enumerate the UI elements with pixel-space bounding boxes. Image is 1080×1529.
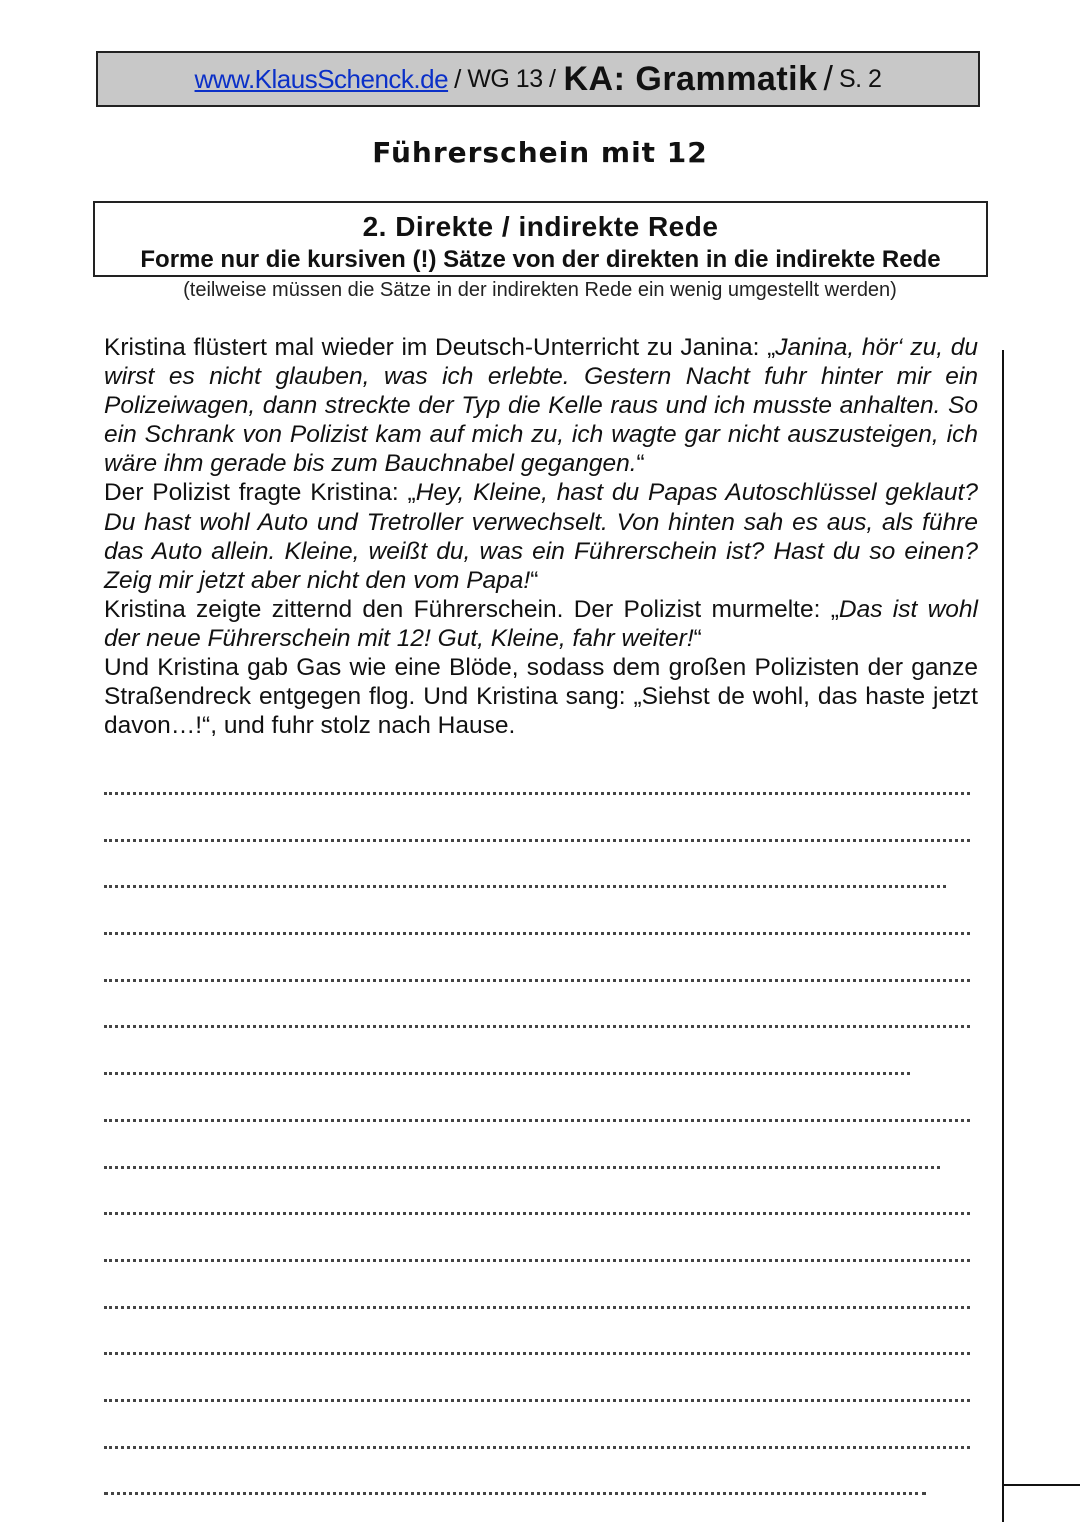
direct-speech: Janina, hör‘ zu, du wirst es nicht glauben, was ich erlebte. Gestern Nacht fuhr hinter mir ein Polizeiwagen, dann streckte der Typ die Kelle raus und ich musste anhalten. So ein Schrank von Polizist kam auf mich zu, ich wagte gar nicht auszusteigen, ich wäre ihm gerade bis zum Bauchnabel gegangen. [104, 334, 978, 478]
task-note: (teilweise müssen die Sätze in der indirekten Rede ein wenig umgestellt werden) [183, 279, 897, 301]
narration-text: Kristina flüstert mal wieder im Deutsch-Unterricht zu Janina: „ [104, 334, 776, 361]
answer-line[interactable] [104, 1202, 970, 1215]
answer-line[interactable] [104, 1436, 970, 1449]
page-title: Führerschein mit 12 [372, 136, 708, 169]
header-separator: / [454, 63, 462, 94]
header-separator: / [823, 59, 833, 98]
answer-line[interactable] [104, 829, 970, 842]
answer-line[interactable] [104, 875, 946, 888]
answer-line[interactable] [104, 1342, 970, 1355]
narration-text: Der Polizist fragte Kristina: „ [104, 479, 416, 507]
header-bar [96, 51, 980, 107]
answer-line[interactable] [104, 1156, 940, 1169]
narration-text: Kristina zeigte zitternd den Führerschein. Der Polizist murmelte: „ [104, 595, 839, 623]
task-instruction: Forme nur die kursiven (!) Sätze von der direkten in die indirekte Rede [140, 246, 941, 273]
story-text [104, 333, 978, 740]
answer-line[interactable] [104, 1109, 970, 1122]
answer-line[interactable] [104, 969, 970, 982]
answer-line[interactable] [104, 1296, 970, 1309]
answer-line[interactable] [104, 1249, 970, 1262]
corner-rule [1002, 1484, 1080, 1486]
website-link[interactable]: www.KlausSchenck.de [194, 63, 449, 94]
margin-rule [1002, 350, 1004, 1522]
course-label: WG 13 / [467, 64, 556, 93]
answer-line[interactable] [104, 1015, 970, 1028]
quote-mark: “ [530, 566, 539, 594]
subject-label: KA: Grammatik [563, 59, 818, 98]
answer-line[interactable] [104, 1389, 970, 1402]
direct-speech: Das ist wohl der neue Führerschein mit 12! Gut, Kleine, fahr weiter! [104, 595, 978, 652]
story-paragraph [104, 333, 978, 478]
page-number: S. 2 [838, 64, 882, 93]
story-paragraph: Und Kristina gab Gas wie eine Blöde, sodass dem großen Polizisten der ganze Straßendreck entgegen flog. Und Kristina sang: „Siehst de wohl, das haste jetzt davon…!“, und fuhr stolz nach Hause. [104, 654, 978, 740]
quote-mark: “ [693, 624, 702, 652]
task-box [93, 201, 988, 277]
answer-line[interactable] [104, 922, 970, 935]
story-paragraph [104, 478, 978, 594]
task-title: 2. Direkte / indirekte Rede [362, 211, 719, 242]
story-paragraph [104, 595, 978, 653]
answer-lines[interactable] [104, 782, 974, 1529]
answer-line[interactable] [104, 1062, 910, 1075]
answer-line[interactable] [104, 782, 970, 795]
direct-speech: Hey, Kleine, hast du Papas Autoschlüssel geklaut? Du hast wohl Auto und Tretroller verwechselt. Von hinten sah es aus, als führe das Auto allein. Kleine, weißt du, was ein Führerschein ist? Hast du so einen? Zeig mir jetzt aber nicht den vom Papa! [104, 479, 978, 594]
quote-mark: “ [636, 450, 645, 478]
answer-line[interactable] [104, 1482, 926, 1495]
